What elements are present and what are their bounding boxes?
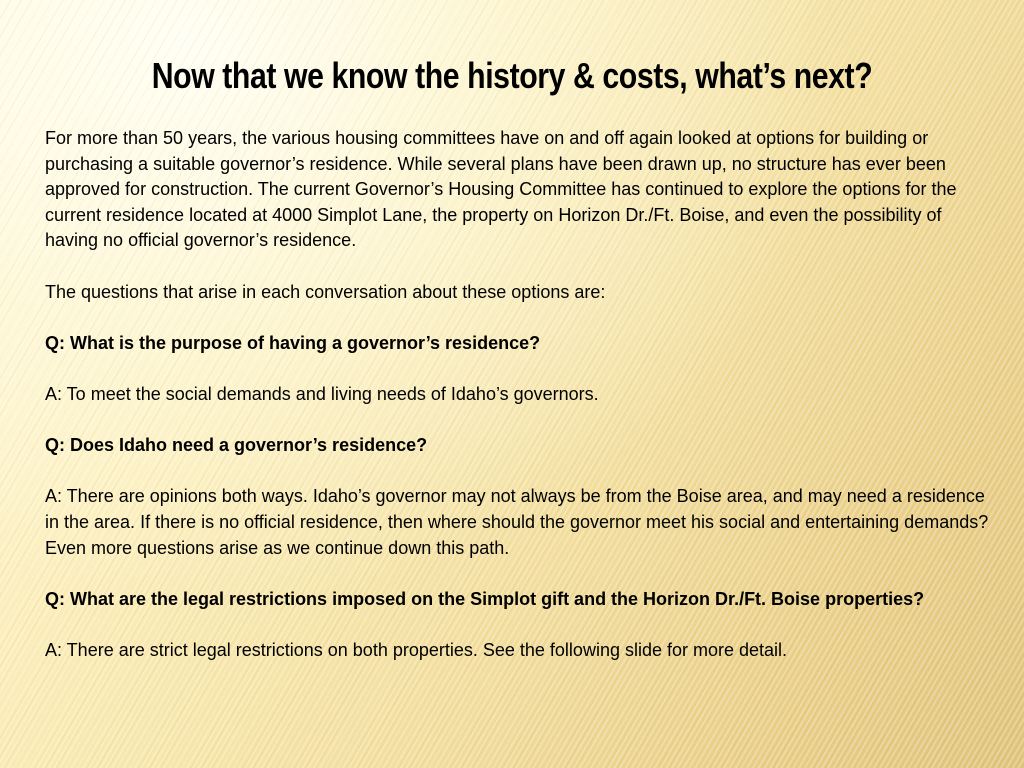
slide-title: Now that we know the history & costs, what’s next? xyxy=(151,55,873,96)
answer-legal-restrictions: A: There are strict legal restrictions on both properties. See the following slide for more detail. xyxy=(45,639,788,660)
questions-lead-in: The questions that arise in each conversation about these options are: xyxy=(45,281,606,302)
answer-purpose: A: To meet the social demands and living needs of Idaho’s governors. xyxy=(45,383,599,404)
slide-body xyxy=(45,126,990,689)
intro-paragraph: For more than 50 years, the various housing committees have on and off again looked at options for building or purchasing a suitable governor’s residence. While several plans have been drawn up, no structure has ever been approved for construction. The current Governor’s Housing Committee has continued to explore the options for the current residence located at 4000 Simplot Lane, the property on Horizon Dr./Ft. Boise, and even the possibility of having no official governor’s residence. xyxy=(45,128,957,251)
question-purpose: Q: What is the purpose of having a governor’s residence? xyxy=(45,332,541,353)
answer-need: A: There are opinions both ways. Idaho’s governor may not always be from the Boise area, and may need a residence in the area. If there is no official residence, then where should the governor meet his social and entertaining demands? Even more questions arise as we continue down this path. xyxy=(45,486,989,558)
question-legal-restrictions: Q: What are the legal restrictions imposed on the Simplot gift and the Horizon Dr./Ft. Boise properties? xyxy=(45,588,925,609)
question-need: Q: Does Idaho need a governor’s residence? xyxy=(45,435,428,456)
